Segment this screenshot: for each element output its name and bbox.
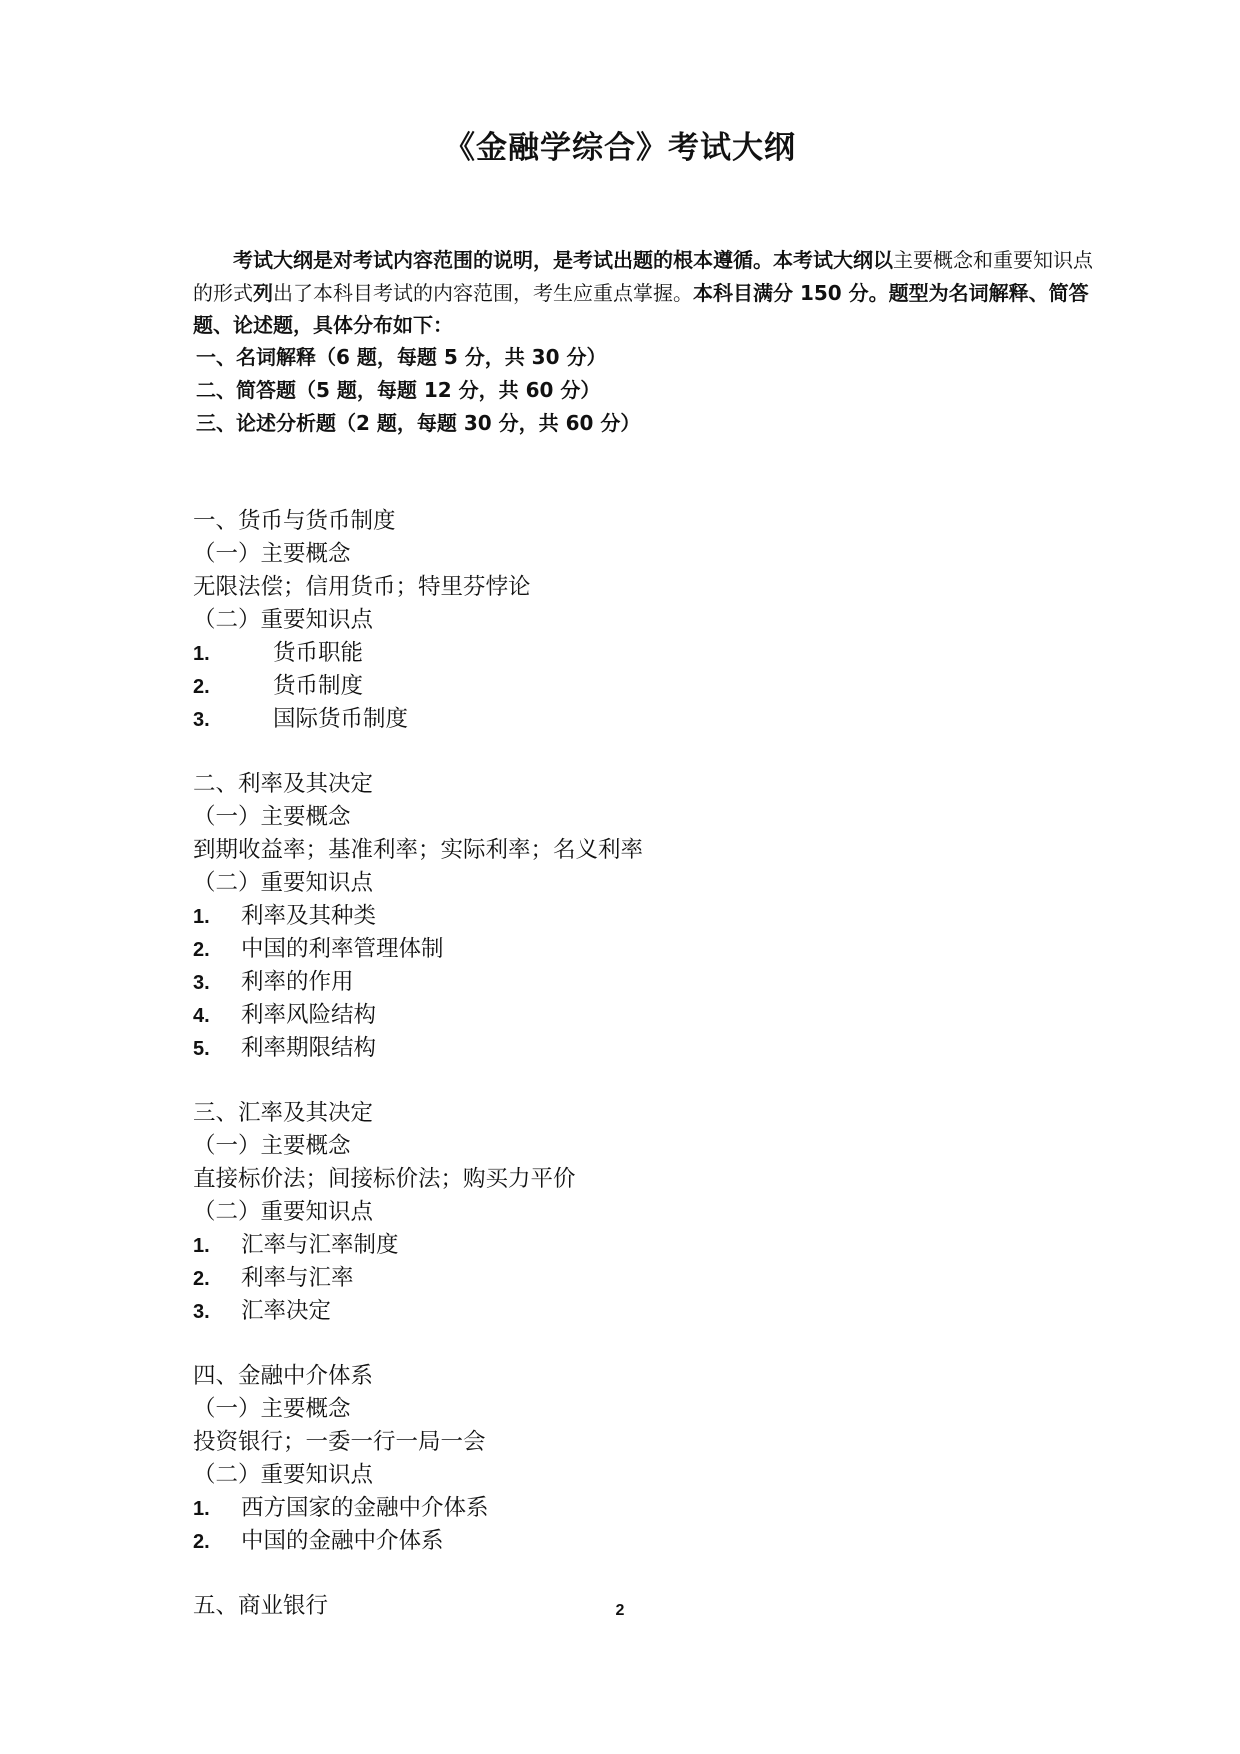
intro-text-bold-3: 列 [253, 280, 273, 305]
concepts-text: 投资银行；一委一行一局一会 [193, 1429, 486, 1455]
question-type-item: 二、简答题（5 题，每题 12 分，共 60 分） [196, 378, 601, 402]
section-gap [193, 736, 1093, 768]
points-label: （二）重要知识点 [193, 870, 374, 896]
chapter-heading: 三、汇率及其决定 [193, 1100, 374, 1126]
point-item [193, 637, 1093, 670]
point-item [193, 900, 1093, 933]
question-type-item: 三、论述分析题（2 题，每题 30 分，共 60 分） [196, 411, 641, 435]
point-number: 3. [193, 709, 210, 731]
point-item [193, 933, 1093, 966]
point-number: 1. [193, 1235, 210, 1257]
point-item [193, 999, 1093, 1032]
point-item [193, 966, 1093, 999]
point-number: 3. [193, 972, 210, 994]
point-number: 2. [193, 676, 210, 698]
point-text: 汇率与汇率制度 [241, 1232, 399, 1258]
page-number: 2 [615, 1602, 625, 1619]
concepts-label: （一）主要概念 [193, 804, 351, 830]
point-number: 5. [193, 1038, 210, 1060]
syllabus-outline [193, 505, 1093, 1623]
intro-text-bold-1: 考试大纲是对考试内容范围的说明，是考试出题的根本遵循。本考试大纲以 [233, 248, 893, 272]
concepts-label: （一）主要概念 [193, 1133, 351, 1159]
section-gap [193, 1328, 1093, 1360]
point-number: 2. [193, 1268, 210, 1290]
point-number: 3. [193, 1301, 210, 1323]
concepts-text: 无限法偿；信用货币；特里芬悖论 [193, 574, 531, 600]
point-text: 利率风险结构 [241, 1002, 377, 1028]
point-item [193, 1229, 1093, 1262]
point-text: 利率的作用 [241, 969, 354, 995]
point-number: 1. [193, 906, 210, 928]
point-text: 货币制度 [273, 673, 364, 699]
point-text: 利率与汇率 [241, 1265, 354, 1291]
intro-paragraph [193, 244, 1095, 342]
concepts-label: （一）主要概念 [193, 1396, 351, 1422]
point-item [193, 1525, 1093, 1558]
chapter-heading: 四、金融中介体系 [193, 1363, 374, 1389]
points-label: （二）重要知识点 [193, 1199, 374, 1225]
question-type-item: 一、名词解释（6 题，每题 5 分，共 30 分） [196, 345, 607, 369]
point-text: 汇率决定 [241, 1298, 332, 1324]
point-number: 4. [193, 1005, 210, 1027]
point-item [193, 1295, 1093, 1328]
intro-text-bold-5: 本科目满分 150 分。题型为名词解释、简答题、论述题，具体分布如下： [193, 280, 1089, 337]
point-number: 2. [193, 939, 210, 961]
point-text: 中国的利率管理体制 [241, 936, 444, 962]
section-gap [193, 1558, 1093, 1590]
points-label: （二）重要知识点 [193, 1462, 374, 1488]
intro-text-2: 主要概念和重要知识点的形式 [193, 248, 1093, 305]
point-item [193, 1032, 1093, 1065]
points-label: （二）重要知识点 [193, 607, 374, 633]
point-text: 国际货币制度 [273, 706, 409, 732]
document-title: 《金融学综合》考试大纲 [444, 130, 796, 166]
point-item [193, 1262, 1093, 1295]
point-text: 中国的金融中介体系 [241, 1528, 444, 1554]
point-item [193, 703, 1093, 736]
chapter-heading: 五、商业银行 [193, 1593, 329, 1619]
point-text: 利率及其种类 [241, 903, 377, 929]
point-item [193, 670, 1093, 703]
point-number: 1. [193, 643, 210, 665]
point-text: 利率期限结构 [241, 1035, 377, 1061]
point-text: 西方国家的金融中介体系 [241, 1495, 489, 1521]
chapter-heading: 一、货币与货币制度 [193, 508, 396, 534]
section-gap [193, 1065, 1093, 1097]
chapter-heading: 二、利率及其决定 [193, 771, 374, 797]
intro-text-4: 出了本科目考试的内容范围，考生应重点掌握。 [273, 280, 693, 305]
concepts-text: 到期收益率；基准利率；实际利率；名义利率 [193, 837, 644, 863]
point-number: 2. [193, 1531, 210, 1553]
point-item [193, 1492, 1093, 1525]
concepts-label: （一）主要概念 [193, 541, 351, 567]
concepts-text: 直接标价法；间接标价法；购买力平价 [193, 1166, 576, 1192]
point-number: 1. [193, 1498, 210, 1520]
point-text: 货币职能 [273, 640, 364, 666]
question-type-list [196, 341, 640, 440]
